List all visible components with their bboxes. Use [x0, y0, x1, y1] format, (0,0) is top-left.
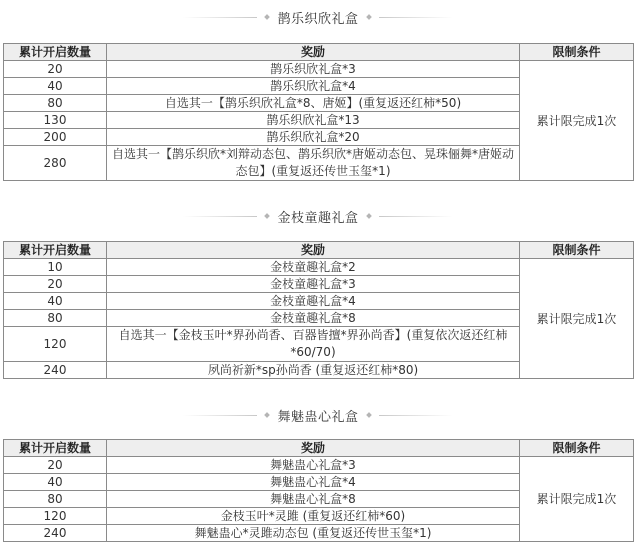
divider-left: [183, 216, 257, 217]
divider-left: [183, 415, 257, 416]
diamond-icon: [265, 412, 271, 418]
reward-table: [3, 439, 634, 542]
count-cell: 120: [4, 327, 107, 362]
header-reward: 奖励: [107, 440, 520, 457]
reward-cell: 金枝童趣礼盒*2: [107, 259, 520, 276]
count-cell: 10: [4, 259, 107, 276]
header-reward: 奖励: [107, 242, 520, 259]
header-count: 累计开启数量: [4, 242, 107, 259]
count-cell: 200: [4, 129, 107, 146]
reward-table: [3, 241, 634, 379]
reward-cell: 舞魅蛊心礼盒*3: [107, 457, 520, 474]
limit-cell: 累计限完成1次: [520, 259, 634, 379]
section-title-bar: [3, 6, 633, 28]
reward-cell: 自选其一【鹊乐织欣*刘辩动态包、鹊乐织欣*唐姬动态包、晃珠俪舞*唐姬动态包】(重复返还传世玉玺*1): [107, 146, 520, 181]
count-cell: 80: [4, 95, 107, 112]
reward-cell: 金枝玉叶*灵雎 (重复返还红柿*60): [107, 508, 520, 525]
count-cell: 40: [4, 78, 107, 95]
reward-cell: 鹊乐织欣礼盒*4: [107, 78, 520, 95]
limit-cell: 累计限完成1次: [520, 457, 634, 542]
reward-cell: 舞魅蛊心礼盒*4: [107, 474, 520, 491]
reward-cell: 鹊乐织欣礼盒*20: [107, 129, 520, 146]
reward-cell: 金枝童趣礼盒*8: [107, 310, 520, 327]
section-title: 舞魅蛊心礼盒: [277, 409, 359, 425]
table-header-row: [4, 242, 634, 259]
reward-cell: 金枝童趣礼盒*3: [107, 276, 520, 293]
diamond-icon: [265, 213, 271, 219]
section-title-bar: [3, 404, 633, 426]
count-cell: 280: [4, 146, 107, 181]
diamond-icon: [366, 14, 372, 20]
limit-cell: 累计限完成1次: [520, 61, 634, 181]
header-reward: 奖励: [107, 44, 520, 61]
reward-cell: 自选其一【金枝玉叶*界孙尚香、百器皆擅*界孙尚香】(重复依次返还红柿*60/70): [107, 327, 520, 362]
count-cell: 130: [4, 112, 107, 129]
table-header-row: [4, 44, 634, 61]
header-count: 累计开启数量: [4, 44, 107, 61]
header-count: 累计开启数量: [4, 440, 107, 457]
count-cell: 20: [4, 457, 107, 474]
table-row: [4, 61, 634, 78]
reward-cell: 夙尚祈新*sp孙尚香 (重复返还红柿*80): [107, 362, 520, 379]
divider-right: [379, 415, 453, 416]
reward-cell: 金枝童趣礼盒*4: [107, 293, 520, 310]
table-row: [4, 259, 634, 276]
reward-cell: 自选其一【鹊乐织欣礼盒*8、唐姬】(重复返还红柿*50): [107, 95, 520, 112]
count-cell: 40: [4, 474, 107, 491]
header-limit: 限制条件: [520, 44, 634, 61]
divider-left: [183, 17, 257, 18]
table-header-row: [4, 440, 634, 457]
reward-cell: 舞魅蛊心*灵雎动态包 (重复返还传世玉玺*1): [107, 525, 520, 542]
reward-cell: 鹊乐织欣礼盒*13: [107, 112, 520, 129]
section-title: 鹊乐织欣礼盒: [277, 11, 359, 27]
count-cell: 120: [4, 508, 107, 525]
reward-table: [3, 43, 634, 181]
count-cell: 20: [4, 276, 107, 293]
reward-cell: 鹊乐织欣礼盒*3: [107, 61, 520, 78]
count-cell: 20: [4, 61, 107, 78]
table-row: [4, 457, 634, 474]
count-cell: 40: [4, 293, 107, 310]
divider-right: [379, 216, 453, 217]
header-limit: 限制条件: [520, 242, 634, 259]
section-title: 金枝童趣礼盒: [277, 210, 359, 226]
diamond-icon: [366, 213, 372, 219]
diamond-icon: [366, 412, 372, 418]
count-cell: 240: [4, 362, 107, 379]
count-cell: 240: [4, 525, 107, 542]
count-cell: 80: [4, 310, 107, 327]
count-cell: 80: [4, 491, 107, 508]
reward-cell: 舞魅蛊心礼盒*8: [107, 491, 520, 508]
header-limit: 限制条件: [520, 440, 634, 457]
divider-right: [379, 17, 453, 18]
diamond-icon: [265, 14, 271, 20]
section-title-bar: [3, 205, 633, 227]
